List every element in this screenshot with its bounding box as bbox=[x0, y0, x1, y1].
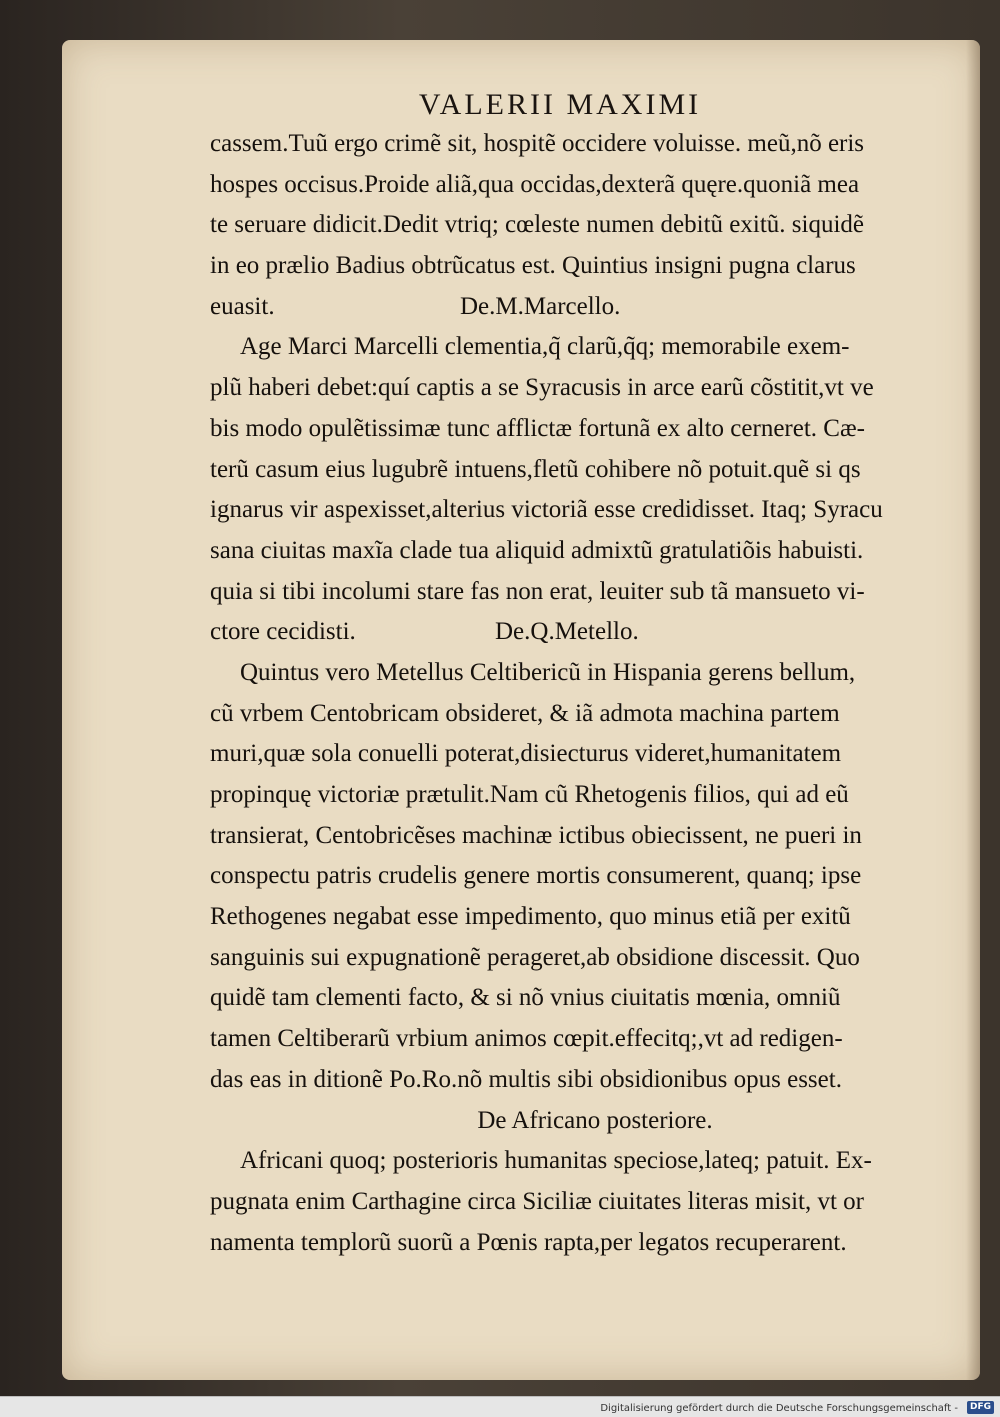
text-line: ctore cecidisti. bbox=[210, 618, 356, 646]
text-line: terũ casum eius lugubrẽ intuens,fletũ cohibere nõ potuit.quẽ si qs bbox=[210, 455, 861, 483]
text-line: pugnata enim Carthagine circa Siciliæ ciuitates literas misit, vt or bbox=[210, 1187, 864, 1215]
text-line: plũ haberi debet:quí captis a se Syracusis in arce earũ cõstitit,vt ve bbox=[210, 374, 874, 402]
text-line: propinquę victoriæ prætulit.Nam cũ Rhetogenis filios, qui ad eũ bbox=[210, 781, 849, 808]
text-line: Rethogenes negabat esse impedimento, quo minus etiã per exitũ bbox=[210, 903, 851, 931]
text-line: namenta templorũ suorũ a Pœnis rapta,per legatos recuperarent. bbox=[210, 1228, 847, 1256]
text-line: muri,quæ sola conuelli poterat,disiecturus videret,humanitatem bbox=[210, 740, 842, 768]
text-line: sanguinis sui expugnationẽ perageret,ab obsidione discessit. Quo bbox=[210, 943, 860, 971]
text-line: cassem.Tuũ ergo crimẽ sit, hospitẽ occidere voluisse. meũ,nõ eris bbox=[210, 130, 865, 157]
text-line: bis modo opulẽtissimæ tunc afflictæ fortunã ex alto cerneret. Cæ- bbox=[210, 414, 865, 442]
text-line: Age Marci Marcelli clementia,q̃ clarũ,q̃q; memorabile exem- bbox=[240, 333, 850, 361]
running-head: VALERII MAXIMI bbox=[418, 88, 702, 121]
text-line: quia si tibi incolumi stare fas non erat, leuiter sub tã mansueto vi- bbox=[210, 577, 865, 605]
text-line: hospes occisus.Proide aliã,qua occidas,dexterã quęre.quoniã mea bbox=[210, 170, 860, 198]
text-line: cũ vrbem Centobricam obsideret, & iã admota machina partem bbox=[210, 699, 840, 727]
text-line: Africani quoq; posterioris humanitas speciose,lateq; patuit. Ex- bbox=[240, 1147, 872, 1175]
text-line-with-heading bbox=[210, 287, 940, 328]
dfg-logo: DFG bbox=[967, 1401, 994, 1414]
digitization-footer bbox=[0, 1396, 1000, 1417]
page-edge-shadow bbox=[966, 40, 980, 1380]
text-line: tamen Celtiberarũ vrbium animos cœpit.effecitq;,vt ad redigen- bbox=[210, 1025, 843, 1053]
text-line: ignarus vir aspexisset,alterius victoriã esse credidisset. Itaq; Syracu bbox=[210, 496, 883, 524]
text-line: transierat, Centobricẽses machinæ ictibus obiecissent, ne pueri in bbox=[210, 821, 862, 849]
text-line: das eas in ditionẽ Po.Ro.nõ multis sibi obsidionibus opus esset. bbox=[210, 1065, 842, 1093]
text-line: quidẽ tam clementi facto, & si nõ vnius ciuitatis mœnia, omniũ bbox=[210, 984, 841, 1012]
text-line: Quintus vero Metellus Celtibericũ in Hispania gerens bellum, bbox=[240, 658, 856, 686]
section-heading-marcellus: De.M.Marcello. bbox=[460, 292, 621, 320]
section-heading-metellus: De.Q.Metello. bbox=[495, 618, 639, 646]
text-line: te seruare didicit.Dedit vtriq; cœleste numen debitũ exitũ. siquidẽ bbox=[210, 211, 864, 239]
section-heading-africanus: De Africano posteriore. bbox=[477, 1106, 713, 1134]
text-line-with-heading bbox=[210, 612, 940, 653]
text-block bbox=[210, 124, 940, 1263]
text-line: in eo prælio Badius obtrũcatus est. Quintius insigni pugna clarus bbox=[210, 252, 856, 280]
text-line: conspectu patris crudelis genere mortis consumerent, quanq; ipse bbox=[210, 862, 862, 890]
text-line: euasit. bbox=[210, 292, 275, 320]
footer-credit: Digitalisierung gefördert durch die Deutsche Forschungsgemeinschaft - bbox=[600, 1403, 958, 1414]
text-line: sana ciuitas maxĩa clade tua aliquid admixtũ gratulatiõis habuisti. bbox=[210, 536, 864, 564]
